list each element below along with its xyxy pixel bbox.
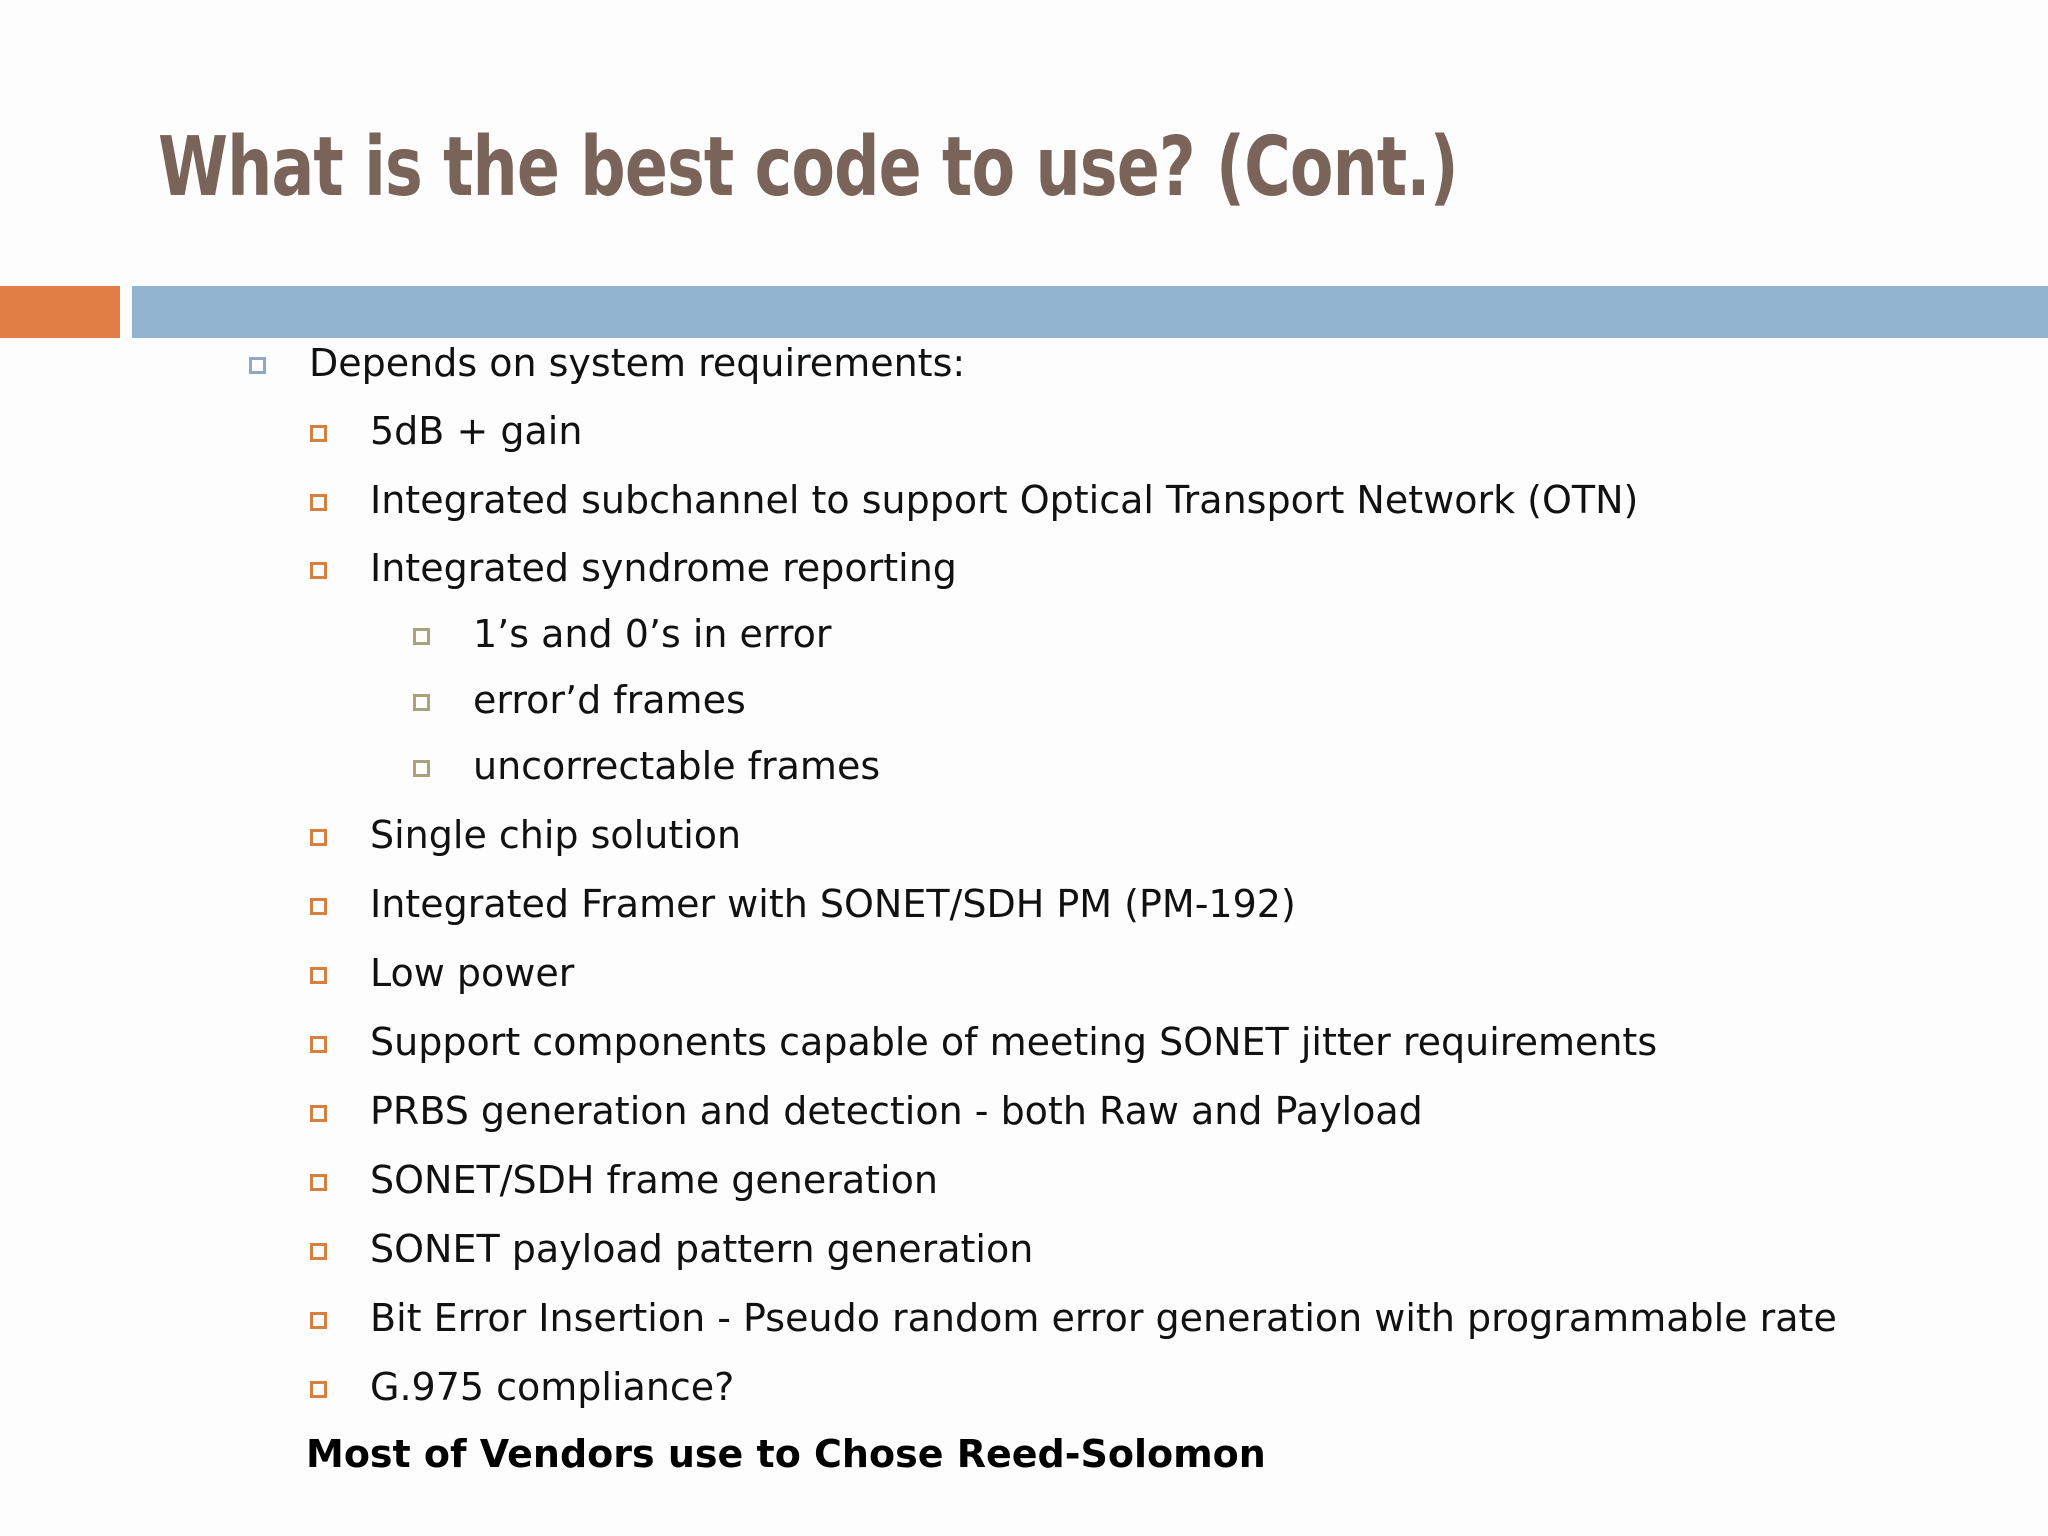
orange-accent-bar bbox=[0, 286, 120, 338]
square-bullet-icon bbox=[310, 425, 327, 442]
square-bullet-icon bbox=[310, 562, 327, 579]
conclusion-text: Most of Vendors use to Chose Reed-Solomon bbox=[306, 1432, 1266, 1476]
list-item: PRBS generation and detection - both Raw and Payload bbox=[370, 1089, 1423, 1133]
square-bullet-icon bbox=[413, 628, 430, 645]
square-bullet-icon bbox=[310, 898, 327, 915]
list-item: Bit Error Insertion - Pseudo random error generation with programmable rate bbox=[370, 1296, 1837, 1340]
list-item: Integrated syndrome reporting bbox=[370, 546, 957, 590]
square-bullet-icon bbox=[413, 694, 430, 711]
list-item: Integrated Framer with SONET/SDH PM (PM-192) bbox=[370, 882, 1296, 926]
blue-accent-bar bbox=[132, 286, 2048, 338]
square-bullet-icon bbox=[413, 760, 430, 777]
square-bullet-icon bbox=[310, 1243, 327, 1260]
square-bullet-icon bbox=[310, 829, 327, 846]
slide-title: What is the best code to use? (Cont.) bbox=[158, 120, 1458, 215]
square-bullet-icon bbox=[310, 1036, 327, 1053]
list-item: 1’s and 0’s in error bbox=[473, 612, 832, 656]
list-item: error’d frames bbox=[473, 678, 746, 722]
list-item: SONET payload pattern generation bbox=[370, 1227, 1034, 1271]
square-bullet-icon bbox=[249, 357, 266, 374]
list-item: Depends on system requirements: bbox=[309, 341, 966, 385]
list-item: Single chip solution bbox=[370, 813, 742, 857]
list-item: Support components capable of meeting SONET jitter requirements bbox=[370, 1020, 1658, 1064]
square-bullet-icon bbox=[310, 967, 327, 984]
list-item: Low power bbox=[370, 951, 575, 995]
list-item: uncorrectable frames bbox=[473, 744, 881, 788]
list-item: SONET/SDH frame generation bbox=[370, 1158, 938, 1202]
square-bullet-icon bbox=[310, 1381, 327, 1398]
list-item: 5dB + gain bbox=[370, 409, 583, 453]
list-item: Integrated subchannel to support Optical Transport Network (OTN) bbox=[370, 478, 1639, 522]
list-item: G.975 compliance? bbox=[370, 1365, 735, 1409]
square-bullet-icon bbox=[310, 1105, 327, 1122]
square-bullet-icon bbox=[310, 1174, 327, 1191]
square-bullet-icon bbox=[310, 1312, 327, 1329]
square-bullet-icon bbox=[310, 494, 327, 511]
